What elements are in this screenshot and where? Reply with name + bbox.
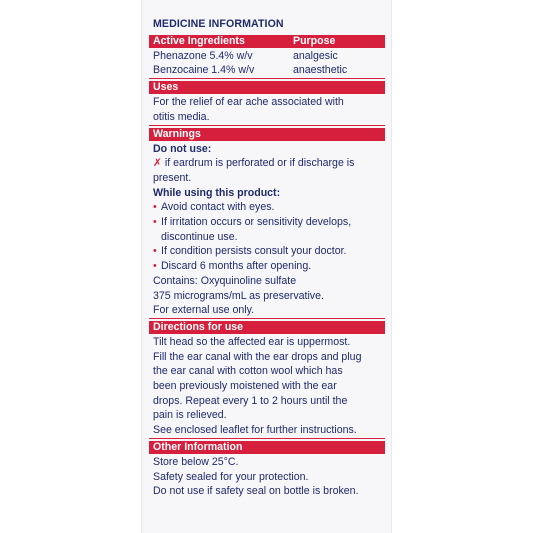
warning-bullet-text: discontinue use. <box>161 230 238 243</box>
bullet-icon: • <box>153 216 157 229</box>
other-information-text: Do not use if safety seal on bottle is broken. <box>153 485 359 498</box>
warning-bullet <box>153 200 381 215</box>
do-not-use-label: Do not use: <box>153 142 212 155</box>
active-ingredients-heading: Active Ingredients <box>153 34 245 47</box>
warning-bullet-text: Avoid contact with eyes. <box>161 201 275 214</box>
warning-bullet-text: If condition persists consult your doctor. <box>161 245 347 258</box>
contains-text: 375 micrograms/mL as preservative. <box>153 289 324 302</box>
warning-bullet <box>153 244 381 259</box>
while-using-label: While using this product: <box>153 186 281 199</box>
ingredient-purpose: anaesthetic <box>293 64 348 77</box>
directions-text: drops. Repeat every 1 to 2 hours until the <box>153 394 348 407</box>
warning-bullet-text: If irritation occurs or sensitivity develops, <box>161 216 352 229</box>
section-divider <box>149 438 385 439</box>
section-divider <box>149 78 385 79</box>
directions-header: Directions for use <box>149 321 385 334</box>
ingredient-name: Benzocaine 1.4% w/v <box>153 64 255 77</box>
warning-bullet <box>153 259 381 274</box>
ingredient-row <box>153 63 381 78</box>
do-not-use-item <box>153 156 381 171</box>
contains-text: For external use only. <box>153 304 255 317</box>
directions-text: been previously moistened with the ear <box>153 380 337 393</box>
uses-text: For the relief of ear ache associated with <box>153 96 344 109</box>
bullet-icon: • <box>153 260 157 273</box>
cross-icon: ✗ <box>153 157 162 170</box>
warning-bullet <box>153 215 381 230</box>
ingredient-name: Phenazone 5.4% w/v <box>153 49 253 62</box>
purpose-heading: Purpose <box>293 34 336 47</box>
warnings-header: Warnings <box>149 128 385 141</box>
directions-text: the ear canal with cotton wool which has <box>153 365 343 378</box>
uses-text: otitis media. <box>153 110 210 123</box>
directions-text: pain is relieved. <box>153 409 227 422</box>
other-information-text: Store below 25°C. <box>153 455 239 468</box>
bullet-icon: • <box>153 245 157 258</box>
section-divider <box>149 318 385 319</box>
do-not-use-text: present. <box>153 171 192 184</box>
warning-bullet-text: Discard 6 months after opening. <box>161 260 312 273</box>
uses-header: Uses <box>149 81 385 94</box>
ingredient-row <box>153 49 381 64</box>
active-ingredients-header <box>149 35 385 48</box>
other-information-text: Safety sealed for your protection. <box>153 470 309 483</box>
directions-text: Tilt head so the affected ear is uppermost. <box>153 335 351 348</box>
other-information-header: Other Information <box>149 441 385 454</box>
contains-text: Contains: Oxyquinoline sulfate <box>153 274 297 287</box>
directions-text: See enclosed leaflet for further instructions. <box>153 424 357 437</box>
do-not-use-text: if eardrum is perforated or if discharge is <box>164 157 355 170</box>
directions-text: Fill the ear canal with the ear drops and plug <box>153 350 362 363</box>
ingredient-purpose: analgesic <box>293 49 338 62</box>
section-divider <box>149 125 385 126</box>
medicine-information-label <box>153 17 381 499</box>
page-title: MEDICINE INFORMATION <box>153 18 284 30</box>
bullet-icon: • <box>153 201 157 214</box>
